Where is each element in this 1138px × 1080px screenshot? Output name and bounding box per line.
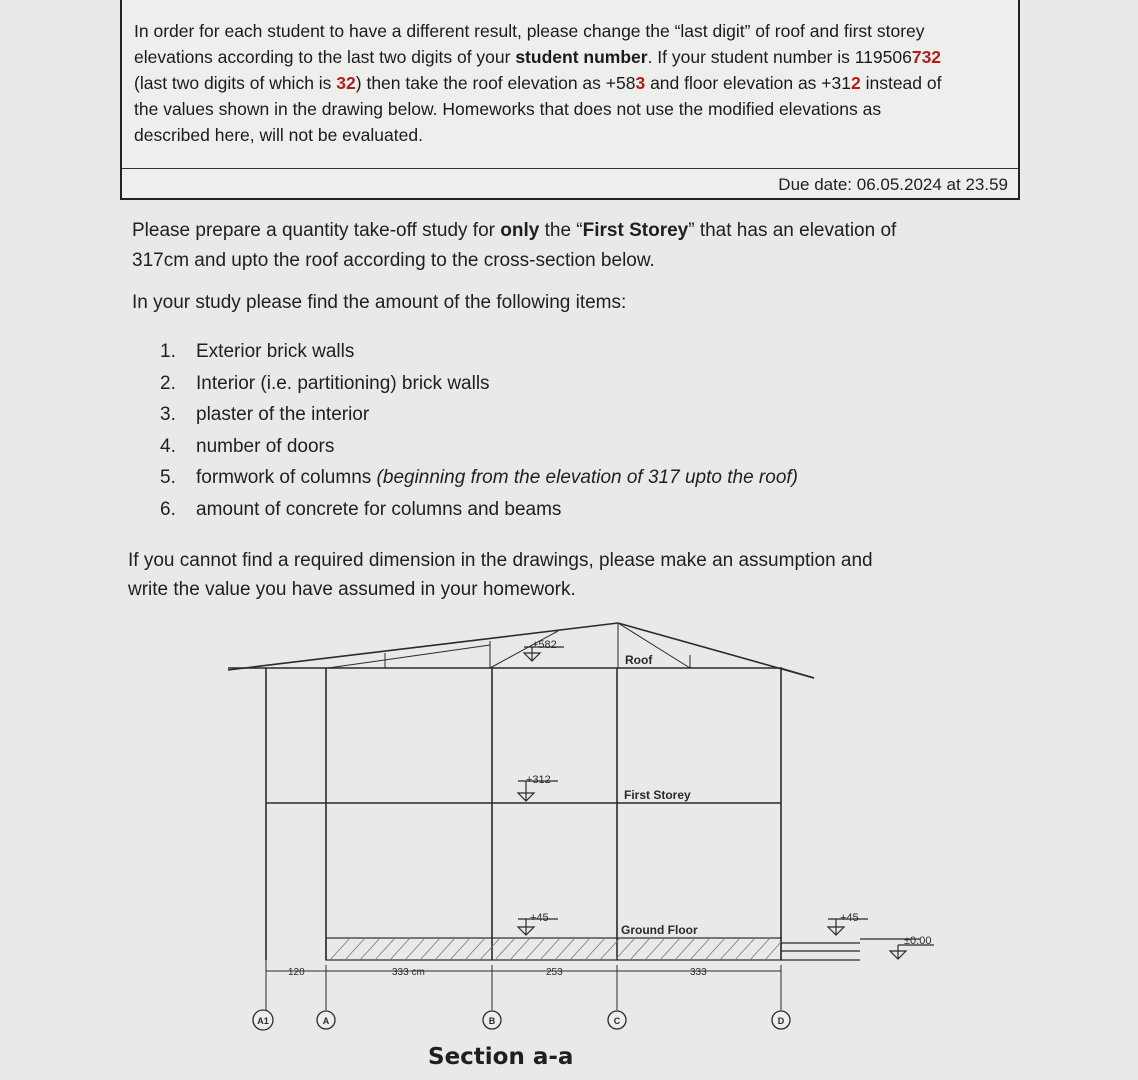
student-number-term: student number: [515, 47, 648, 67]
item-text: amount of concrete for columns and beams: [196, 498, 562, 520]
notice-line-2: elevations according to the last two digits of your: [134, 47, 516, 67]
item-number: 6.: [160, 498, 176, 520]
notice-divider: [122, 168, 1018, 169]
axis-label-a1: A1: [257, 1016, 269, 1026]
dim-333: 333: [690, 967, 707, 978]
assume-line-1: If you cannot find a required dimension in the drawings, please make an assumption and: [128, 550, 873, 571]
elevation-roof: +582: [532, 639, 557, 651]
item-text: Interior (i.e. partitioning) brick walls: [196, 372, 490, 394]
items-list: [160, 338, 798, 527]
dim-333cm: 333 cm: [392, 967, 425, 978]
intro-quote-open: the “: [539, 220, 583, 241]
floor-digit: 2: [850, 73, 861, 93]
student-number-digits: 732: [911, 47, 942, 67]
slab-hatch: [330, 938, 781, 960]
item-note: (beginning from the elevation of 317 upto the roof): [376, 467, 798, 488]
item-number: 2.: [160, 372, 176, 394]
axis-label-c: C: [613, 1016, 621, 1026]
notice-box: [120, 0, 1020, 200]
axis-label-d: D: [777, 1016, 785, 1026]
intro-text-end: ” that has an elevation of: [688, 220, 897, 241]
notice-line-1: In order for each student to have a different result, please change the “last digit” of roof and first storey: [134, 21, 925, 41]
list-item: [160, 464, 798, 496]
label-first-storey: First Storey: [624, 788, 691, 802]
assumption-note: [128, 546, 1008, 604]
list-item: [160, 338, 798, 370]
axis-label-b: B: [488, 1016, 496, 1026]
elevation-marker-zero: [890, 945, 934, 959]
item-number: 5.: [160, 467, 176, 488]
intro-paragraph: [132, 216, 1012, 276]
dim-253: 253: [546, 967, 563, 978]
dim-120: 120: [288, 967, 305, 978]
item-text: formwork of columns: [196, 467, 377, 488]
item-text: plaster of the interior: [196, 404, 370, 425]
elevation-first: +312: [526, 774, 551, 786]
roof-digit: 3: [635, 73, 646, 93]
intro-text: Please prepare a quantity take-off study for: [132, 220, 501, 241]
due-date: Due date: 06.05.2024 at 23.59: [778, 175, 1008, 194]
section-title: Section a-a: [428, 1044, 574, 1070]
list-item: [160, 433, 798, 465]
notice-line-3-cont2: and floor elevation as +31: [645, 73, 851, 93]
item-number: 4.: [160, 435, 176, 457]
notice-line-2-cont: . If your student number is 119506: [647, 47, 912, 67]
last-two-digits: 32: [336, 73, 356, 93]
notice-line-5: described here, will not be evaluated.: [134, 125, 423, 145]
list-item: [160, 401, 798, 433]
notice-line-3-end: instead of: [860, 73, 942, 93]
label-ground-floor: Ground Floor: [621, 923, 698, 937]
roof-eave: [780, 668, 814, 678]
axis-label-a: A: [322, 1016, 330, 1026]
notice-line-3-cont: ) then take the roof elevation as +58: [355, 73, 636, 93]
notice-text: [134, 18, 1014, 148]
intro-only: only: [500, 220, 540, 241]
intro-first-storey: First Storey: [582, 220, 689, 241]
notice-line-3: (last two digits of which is: [134, 73, 337, 93]
label-roof: Roof: [625, 653, 653, 667]
ground-slab: [326, 938, 781, 960]
elevation-zero: ±0.00: [904, 935, 932, 947]
item-number: 3.: [160, 404, 176, 425]
list-item: [160, 496, 798, 528]
item-number: 1.: [160, 341, 176, 362]
elevation-exterior: +45: [840, 912, 859, 924]
list-item: [160, 370, 798, 402]
section-drawing: [220, 615, 940, 1035]
list-intro: In your study please find the amount of the following items:: [132, 292, 627, 313]
item-text: Exterior brick walls: [196, 341, 355, 362]
notice-line-4: the values shown in the drawing below. Homeworks that does not use the modified elevations as: [134, 99, 882, 119]
intro-line-2: 317cm and upto the roof according to the cross-section below.: [132, 250, 655, 271]
elevation-ground: +45: [530, 912, 549, 924]
assume-line-2: write the value you have assumed in your homework.: [128, 579, 576, 600]
item-text: number of doors: [196, 435, 335, 457]
